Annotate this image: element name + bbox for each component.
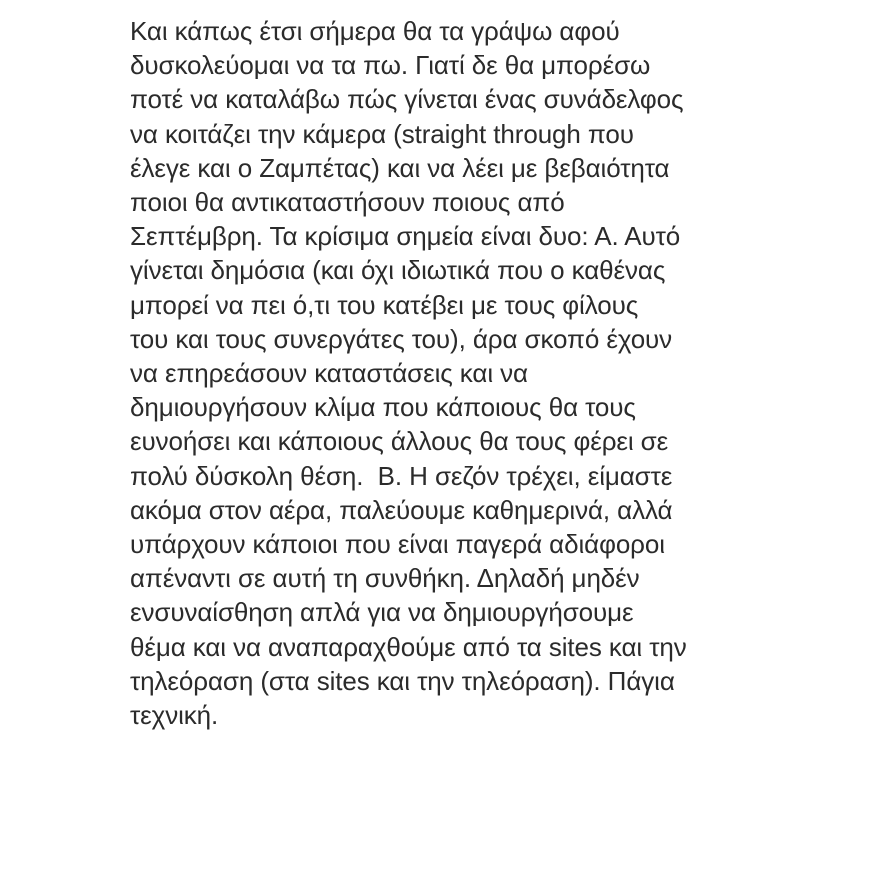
- text-line: ακόμα στον αέρα, παλεύουμε καθημερινά, αλλά: [130, 494, 673, 525]
- text-line: έλεγε και ο Ζαμπέτας) και να λέει με βεβαιότητα: [130, 152, 670, 183]
- text-line: πολύ δύσκολη θέση. Β. Η σεζόν τρέχει, είμαστε: [130, 460, 673, 491]
- text-line: του και τους συνεργάτες του), άρα σκοπό έχουν: [130, 323, 673, 354]
- text-line: ποτέ να καταλάβω πώς γίνεται ένας συνάδελφος: [130, 84, 684, 115]
- text-line: γίνεται δημόσια (και όχι ιδιωτικά που ο καθένας: [130, 255, 666, 286]
- text-line: απέναντι σε αυτή τη συνθήκη. Δηλαδή μηδέν: [130, 563, 640, 594]
- text-line: τηλεόραση (στα sites και την τηλεόραση). Πάγια: [130, 665, 675, 696]
- text-line: δημιουργήσουν κλίμα που κάποιους θα τους: [130, 392, 636, 423]
- text-line: μπορεί να πει ό,τι του κατέβει με τους φίλους: [130, 289, 639, 320]
- text-line: να κοιτάζει την κάμερα (straight through που: [130, 118, 634, 149]
- text-document: [130, 14, 770, 732]
- text-line: Και κάπως έτσι σήμερα θα τα γράψω αφού: [130, 16, 620, 46]
- text-line: θέμα και να αναπαραχθούμε από τα sites και την: [130, 631, 687, 662]
- text-line: τεχνική.: [130, 700, 219, 731]
- text-line: δυσκολεύομαι να τα πω. Γιατί δε θα μπορέσω: [130, 50, 651, 81]
- text-line: ευνοήσει και κάποιους άλλους θα τους φέρει σε: [130, 426, 669, 457]
- text-line: υπάρχουν κάποιοι που είναι παγερά αδιάφοροι: [130, 529, 665, 560]
- text-line: ποιοι θα αντικαταστήσουν ποιους από: [130, 187, 565, 218]
- text-line: ενσυναίσθηση απλά για να δημιουργήσουμε: [130, 597, 634, 628]
- text-line: Σεπτέμβρη. Τα κρίσιμα σημεία είναι δυο: Α. Αυτό: [130, 221, 681, 252]
- text-line: να επηρεάσουν καταστάσεις και να: [130, 358, 528, 389]
